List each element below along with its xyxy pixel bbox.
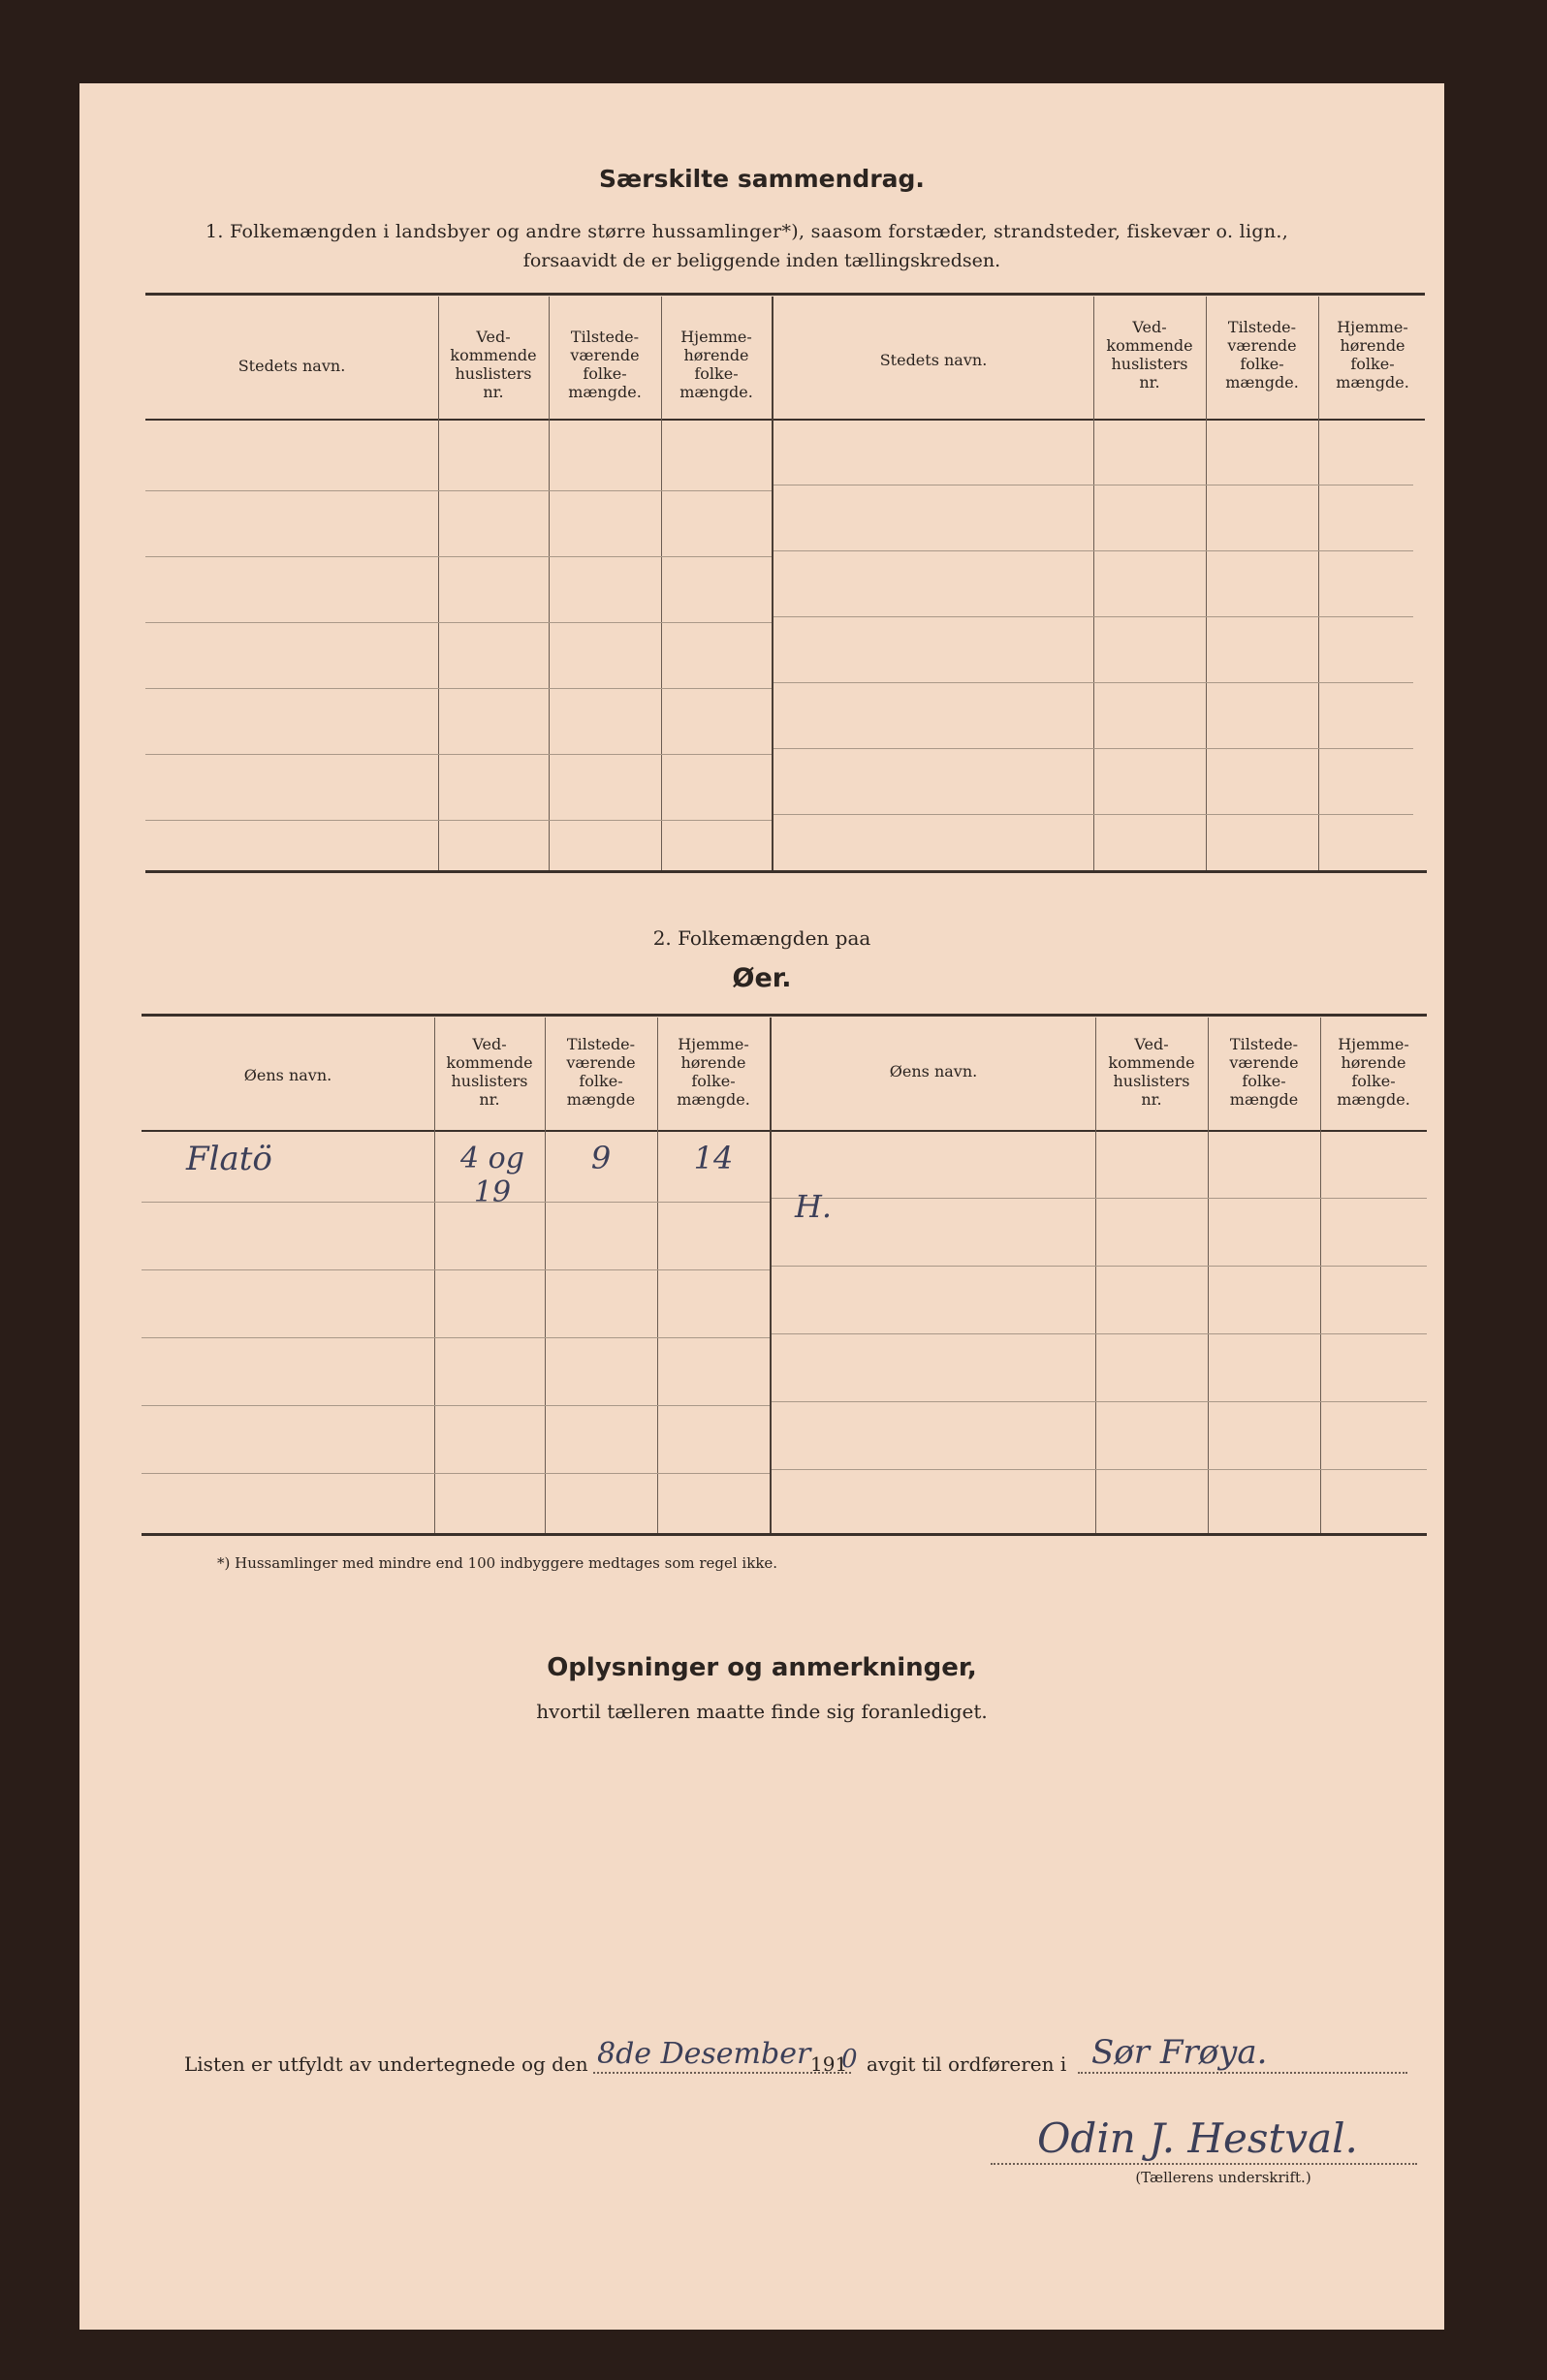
- fill-place: Sør Frøya.: [1091, 2033, 1268, 2072]
- fill-date: 8de Desember: [597, 2037, 811, 2071]
- entry-island-name: Flatö: [186, 1140, 272, 1178]
- t1-header-huslister-right: Ved- kommende huslisters nr.: [1106, 318, 1193, 391]
- signature-line-middle: avgit til ordføreren i: [867, 2052, 1067, 2076]
- entry-hjemme: 14: [693, 1140, 734, 1176]
- footnote: *) Hussamlinger med mindre end 100 indbyggere medtages som regel ikke.: [217, 1554, 778, 1572]
- census-form-page: [79, 83, 1444, 2330]
- year-prefix: 191: [810, 2052, 848, 2076]
- t1-header-stedets-navn-left: Stedets navn.: [237, 357, 346, 375]
- t1-header-tilstede-right: Tilstede- værende folke- mængde.: [1225, 318, 1299, 391]
- signature-caption: (Tællerens underskrift.): [1135, 2169, 1311, 2186]
- t1-header-hjemme-left: Hjemme- hørende folke- mængde.: [679, 328, 753, 401]
- t1-header-tilstede-left: Tilstede- værende folke- mængde.: [568, 328, 642, 401]
- entry-huslister: 4 og 19: [460, 1142, 524, 1209]
- year-suffix: 0: [841, 2045, 858, 2074]
- section1-title: Særskilte sammendrag.: [599, 165, 925, 193]
- remarks-subtitle: hvortil tælleren maatte finde sig foranlediget.: [536, 1700, 988, 1723]
- t2-header-oens-navn-left: Øens navn.: [243, 1066, 332, 1084]
- entry-mark: H.: [795, 1188, 833, 1225]
- t2-header-oens-navn-right: Øens navn.: [889, 1062, 978, 1080]
- section1-intro-line1: 1. Folkemængden i landsbyer og andre større hussamlinger*), saasom forstæder, strandsteder, fiskevær o. lign.,: [205, 221, 1289, 242]
- t2-header-tilstede-right: Tilstede- værende folke- mængde: [1229, 1035, 1299, 1109]
- t1-header-hjemme-right: Hjemme- hørende folke- mængde.: [1336, 318, 1409, 391]
- section1-intro-line2: forsaavidt de er beliggende inden tællingskredsen.: [522, 250, 1001, 271]
- t2-header-hjemme-left: Hjemme- hørende folke- mængde.: [677, 1035, 750, 1109]
- section2-title: Øer.: [732, 963, 792, 993]
- t2-header-hjemme-right: Hjemme- hørende folke- mængde.: [1337, 1035, 1410, 1109]
- t1-header-stedets-navn-right: Stedets navn.: [879, 351, 988, 369]
- t2-header-huslister-left: Ved- kommende huslisters nr.: [446, 1035, 533, 1109]
- signature-line-prefix: Listen er utfyldt av undertegnede og den: [184, 2052, 588, 2076]
- signature: Odin J. Hestval.: [1037, 2114, 1358, 2162]
- t2-header-tilstede-left: Tilstede- værende folke- mængde: [566, 1035, 636, 1109]
- section2-line: 2. Folkemængden paa: [652, 926, 871, 950]
- remarks-title: Oplysninger og anmerkninger,: [547, 1653, 977, 1682]
- entry-tilstede: 9: [590, 1140, 612, 1176]
- t1-header-huslister-left: Ved- kommende huslisters nr.: [450, 328, 537, 401]
- t2-header-huslister-right: Ved- kommende huslisters nr.: [1108, 1035, 1195, 1109]
